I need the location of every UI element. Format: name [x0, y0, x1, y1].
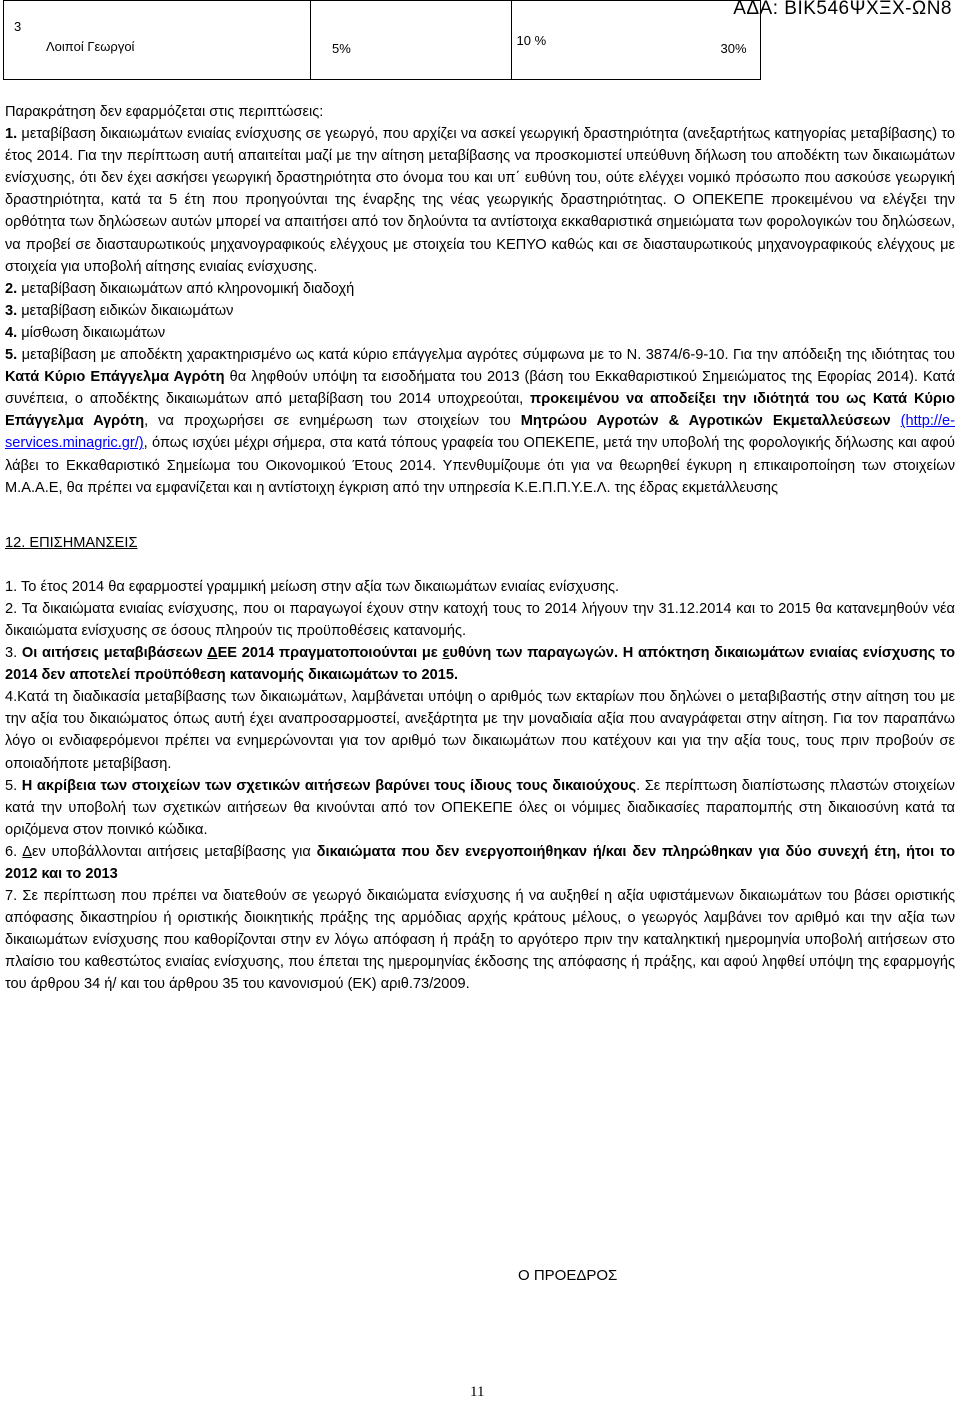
item-text: , όπως ισχύει μέχρι σήμερα, στα κατά τόπους γραφεία του ΟΠΕΚΕΠΕ, μετά την υποβολή της φορολογικής δήλωσης και αφού λάβει το Εκκαθαριστικό Σημείωμα του Οικονομικού Έτους 2014. Υπενθυμίζουμε ότι για να θεωρηθεί έγκυρη η επικαιροποίηση των στοιχείων Μ.Α.Α.Ε, θα πρέπει να εμφανίζεται και η αντίστοιχη έγκριση από την υπηρεσία Κ.Ε.Π.Π.Υ.Ε.Λ. της έδρας εκμετάλλευσης — [5, 435, 955, 496]
note-4: 4.Κατά τη διαδικασία μεταβίβασης των δικαιωμάτων, λαμβάνεται υπόψη ο αριθμός των εκταρίων που δηλώνει ο μεταβιβαστής στην αίτηση του με την αξία του δικαιώματος όπως αυτή έχει αναπροσαρμοστεί, ανεξάρτητα με την μοναδιαία αξία που αναγράφεται στην αίτηση. Για τον παραπάνω λόγο οι ενδιαφερόμενοι πρέπει να ενημερώνονται για τον αριθμό των δικαιωμάτων που κατέχουν και για την αξία τους, τους πριν προβούν σε οποιαδήποτε μεταβίβαση. — [5, 689, 955, 772]
note-1: 1. Το έτος 2014 θα εφαρμοστεί γραμμική μείωση στην αξία των δικαιωμάτων ενιαίας ενίσχυσης. — [5, 578, 620, 595]
document-body — [5, 101, 955, 996]
note-3 — [5, 642, 955, 686]
pct-30-cell — [512, 1, 761, 80]
item-number: 2. — [5, 280, 18, 297]
item-text: θα ληφθούν υπόψη τα εισοδήματα του 2013 (βάση του Εκκαθαριστικού Σημειώματος της Εφορίας 2014). Κατά συνέπεια, ο αποδέκτης δικαιωμάτων από μεταβίβαση του 2014 υποχρεούται, — [5, 369, 956, 408]
bold-text: ΕΕ 2014 πραγματοποιούνται με — [217, 645, 443, 662]
bold-underlined-text: ε — [442, 645, 450, 662]
table-row — [4, 1, 761, 80]
intro-text: Παρακράτηση δεν εφαρμόζεται στις περιπτώσεις: — [5, 104, 324, 120]
note-number: 6. — [5, 843, 23, 860]
item-text: , να προχωρήσει σε ενημέρωση των στοιχείων του — [144, 413, 521, 430]
note-7: 7. Σε περίπτωση που πρέπει να διατεθούν σε γεωργό δικαιώματα ενίσχυσης ή να αυξηθεί η αξία υφιστάμενων δικαιωμάτων του βάσει οριστικής απόφασης δικαστηρίου ή οριστικής διοικητικής πράξης της αρμόδιας αρχής κράτους μέλους, ο γεωργός λαμβάνει τον αριθμό και την αξία των δικαιωμάτων ενίσχυσης που καθορίζονται στην εν λόγω απόφαση ή πράξη το αργότερο πριν την καταληκτική ημερομηνία υποβολή αιτήσεων στο πλαίσιο του καθεστώτος ενιαίας ενίσχυσης, που έπεται της ημερομηνίας έκδοσης της απόφασης ή πράξης, και αφού ληφθεί υπόψη της εφαρμογής του άρθρου 34 ή/ και του άρθρου 35 του κανονισμού (ΕΚ) αριθ.73/2009. — [5, 888, 955, 993]
header-table — [3, 0, 761, 80]
ada-code: ΑΔΑ: ΒΙΚ546ΨΧΞΧ-ΩΝ8 — [733, 0, 952, 19]
note-number: 3. — [5, 645, 22, 662]
item-number: 4. — [5, 324, 18, 341]
note-text: εν υποβάλλονται αιτήσεις μεταβίβασης για — [31, 843, 317, 860]
item-text: μεταβίβαση δικαιωμάτων από κληρονομική διαδοχή — [17, 280, 355, 297]
page-number: 11 — [470, 1384, 485, 1400]
item-text: μεταβίβαση με αποδέκτη χαρακτηρισμένο ως κατά κύριο επάγγελμα αγρότες σύμφωνα με το Ν. 3874/6-9-10. Για την απόδειξη της ιδιότητας του — [17, 347, 955, 364]
exception-item-3 — [5, 300, 955, 322]
bold-term: Μητρώου Αγροτών & Αγροτικών Εκμεταλλεύσεων — [520, 413, 891, 430]
exception-item-5 — [5, 344, 955, 499]
row-label: Λοιποί Γεωργοί — [46, 39, 135, 54]
item-text: μεταβίβαση δικαιωμάτων ενιαίας ενίσχυσης σε γεωργό, που αρχίζει να ασκεί γεωργική δραστηριότητα (ανεξαρτήτως κατηγορίας μεταβίβασης) το έτος 2014. Για την περίπτωση αυτή απαιτείται μαζί με την αίτηση μεταβίβασης να προσκομιστεί υπεύθυνη δήλωση του αποδέκτη των δικαιωμάτων ενίσχυσης, ότι δεν έχει ασκήσει γεωργική δραστηριότητα στο όνομα του και υπ΄ ευθύνη του, ούτε ελέγχει νομικό πρόσωπο που ασκούσε γεωργική δραστηριότητα, κατά τα 5 έτη που προηγούνται της έναρξης της νέας γεωργικής δραστηριότητας. Ο ΟΠΕΚΕΠΕ προκειμένου να ελέγξει την ορθότητα των δηλώσεων αυτών μπορεί να απαιτήσει από τον δηλούντα τα αντίστοιχα εκκαθαριστικά σημειώματα των φορολογικών του δηλώσεων, να προβεί σε διασταυρωτικούς μηχανογραφικούς ελέγχους με στοιχεία του ΚΕΠΥΟ καθώς και σε διασταυρωτικούς μηχανογραφικούς ελέγχους με στοιχεία για υποβολή αίτησης ενιαίας ενίσχυσης. — [5, 126, 955, 275]
bold-text: υθύνη των παραγωγών. Η απόκτηση δικαιωμάτων ενιαίας ενίσχυσης το 2014 δεν αποτελεί προϋπόθεση κατανομής δικαιωμάτων το 2015. — [5, 645, 955, 684]
bold-text: Η ακρίβεια των στοιχείων των σχετικών αιτήσεων βαρύνει τους ίδιους τους δικαιούχους — [21, 777, 637, 794]
bold-text: Οι αιτήσεις μεταβιβάσεων — [21, 645, 208, 662]
item-number: 1. — [5, 126, 18, 143]
pct-10: 10 % — [516, 32, 547, 48]
category-cell — [4, 1, 351, 80]
bold-term: Κατά Κύριο Επάγγελμα Αγρότη — [5, 369, 225, 386]
signature-title: Ο ΠΡΟΕΔΡΟΣ — [518, 1267, 618, 1284]
item-text: μεταβίβαση ειδικών δικαιωμάτων — [17, 302, 234, 319]
item-number: 5. — [5, 347, 18, 364]
row-number: 3 — [14, 19, 22, 34]
exception-item-1 — [5, 123, 955, 278]
pct-5: 5% — [332, 41, 351, 56]
pct-10-cell — [311, 1, 547, 80]
exception-item-2 — [5, 278, 955, 300]
bold-text: δικαιώματα που δεν ενεργοποιήθηκαν ή/και δεν πληρώθηκαν για δύο συνεχή έτη, ήτοι το 2012 και το 2013 — [5, 843, 955, 882]
underlined-text: Δ — [22, 843, 32, 860]
section-heading: 12. ΕΠΙΣΗΜΑΝΣΕΙΣ — [5, 534, 138, 551]
note-text: . Σε περίπτωση διαπίστωσης πλαστών στοιχείων κατά την υποβολή των σχετικών αιτήσεων θα κινούνται από τον ΟΠΕΚΕΠΕ όλες οι νόμιμες διαδικασίες παραπομπής στη δικαιοσύνη κατά τα οριζόμενα στον ποινικό κώδικα. — [5, 777, 955, 838]
bold-term: προκειμένου να αποδείξει την ιδιότητά του ως Κατά Κύριο Επάγγελμα Αγρότη — [5, 391, 955, 430]
note-6 — [5, 841, 955, 885]
note-5 — [5, 775, 955, 841]
pct-30: 30% — [720, 40, 747, 56]
bold-underlined-text: Δ — [207, 645, 218, 662]
note-2: 2. Τα δικαιώματα ενιαίας ενίσχυσης, που οι παραγωγοί έχουν στην κατοχή τους το 2014 λήγουν την 31.12.2014 και το 2015 θα κατανεμηθούν νέα δικαιώματα ενίσχυσης σε όσους πληρούν τις προϋποθέσεις κατανομής. — [5, 600, 955, 639]
item-text: μίσθωση δικαιωμάτων — [17, 324, 166, 341]
e-services-link[interactable]: (http://e-services.minagric.gr/) — [5, 413, 955, 452]
spacer-text — [891, 413, 901, 429]
item-number: 3. — [5, 302, 18, 319]
note-number: 5. — [5, 777, 22, 794]
exception-item-4 — [5, 322, 955, 344]
